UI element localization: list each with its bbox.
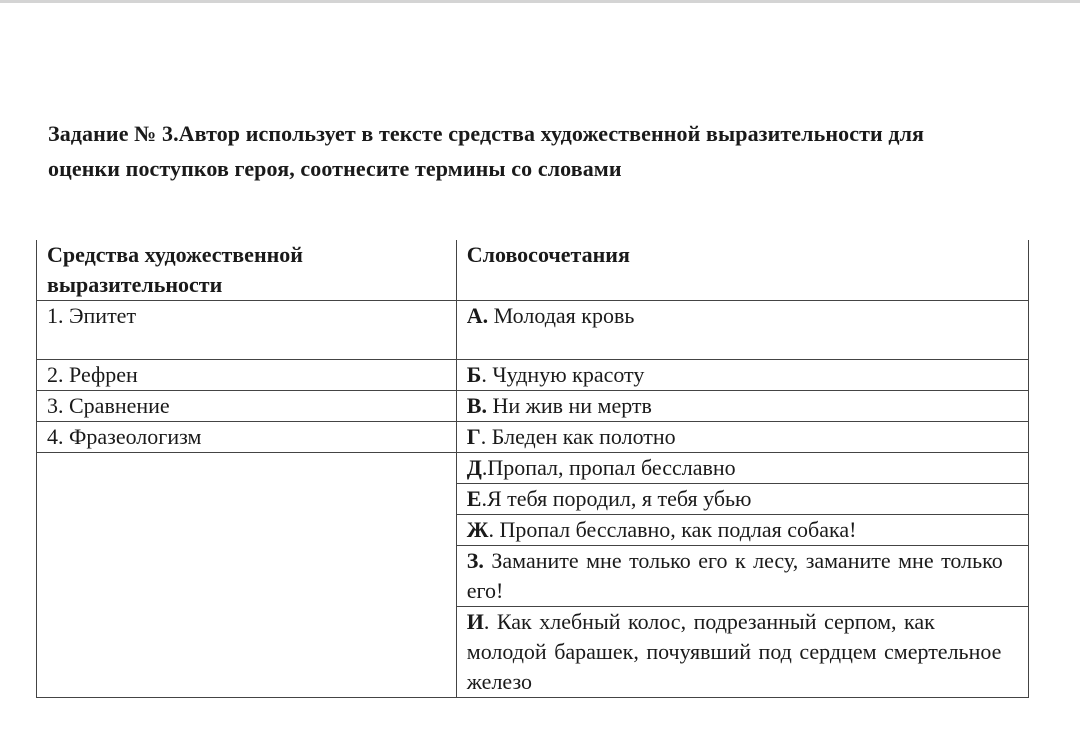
- phrase-text: .Я тебя породил, я тебя убью: [481, 486, 752, 511]
- phrase-text: Молодая кровь: [488, 303, 635, 328]
- header-means-of-expression: Средства художественной выразительности: [37, 240, 457, 301]
- phrase-cell: [456, 391, 1028, 422]
- phrase-text: . Пропал бесславно, как подлая собака!: [488, 517, 857, 542]
- phrase-letter: Е: [466, 486, 482, 511]
- phrase-letter: Д: [466, 455, 482, 480]
- term-cell: 4. Фразеологизм: [37, 422, 457, 453]
- phrase-text: . Бледен как полотно: [480, 424, 676, 449]
- term-cell: 3. Сравнение: [37, 391, 457, 422]
- phrase-text: . Чудную красоту: [481, 362, 645, 387]
- phrase-cell: [456, 422, 1028, 453]
- phrase-cell: [456, 546, 1028, 607]
- phrase-letter: А.: [466, 303, 489, 328]
- phrase-cell: [456, 301, 1028, 360]
- phrase-cell: [456, 515, 1028, 546]
- table-row: [37, 453, 1029, 484]
- matching-table: [36, 240, 1029, 698]
- phrase-letter: И: [466, 609, 484, 634]
- table-row: [37, 422, 1029, 453]
- phrase-text: .Пропал, пропал бесславно: [481, 455, 736, 480]
- table-header-row: [37, 240, 1029, 301]
- phrase-cell: [456, 607, 1028, 698]
- term-cell: 2. Рефрен: [37, 360, 457, 391]
- phrase-letter: В.: [466, 393, 487, 418]
- term-cell: 1. Эпитет: [37, 301, 457, 360]
- phrase-letter: З.: [466, 548, 484, 573]
- phrase-text: Заманите мне только его к лесу, заманите мне только его!: [466, 548, 1003, 603]
- table-row: [37, 391, 1029, 422]
- table-row: [37, 301, 1029, 360]
- phrase-letter: Б: [466, 362, 482, 387]
- header-phrases: Словосочетания: [456, 240, 1028, 301]
- empty-term-cell: [37, 453, 457, 698]
- phrase-cell: [456, 453, 1028, 484]
- phrase-letter: Ж: [466, 517, 489, 542]
- phrase-cell: [456, 484, 1028, 515]
- phrase-letter: Г: [466, 424, 481, 449]
- phrase-cell: [456, 360, 1028, 391]
- task-heading: Задание № 3.Автор использует в тексте средства художественной выразительности для оценки поступков героя, соотнесите термины со словами: [48, 121, 925, 181]
- top-divider: [0, 0, 1080, 3]
- table-row: [37, 360, 1029, 391]
- phrase-text: Ни жив ни мертв: [486, 393, 652, 418]
- phrase-text: . Как хлебный колос, подрезанный серпом, как молодой барашек, почуявший под сердцем смертельное железо: [466, 609, 1002, 694]
